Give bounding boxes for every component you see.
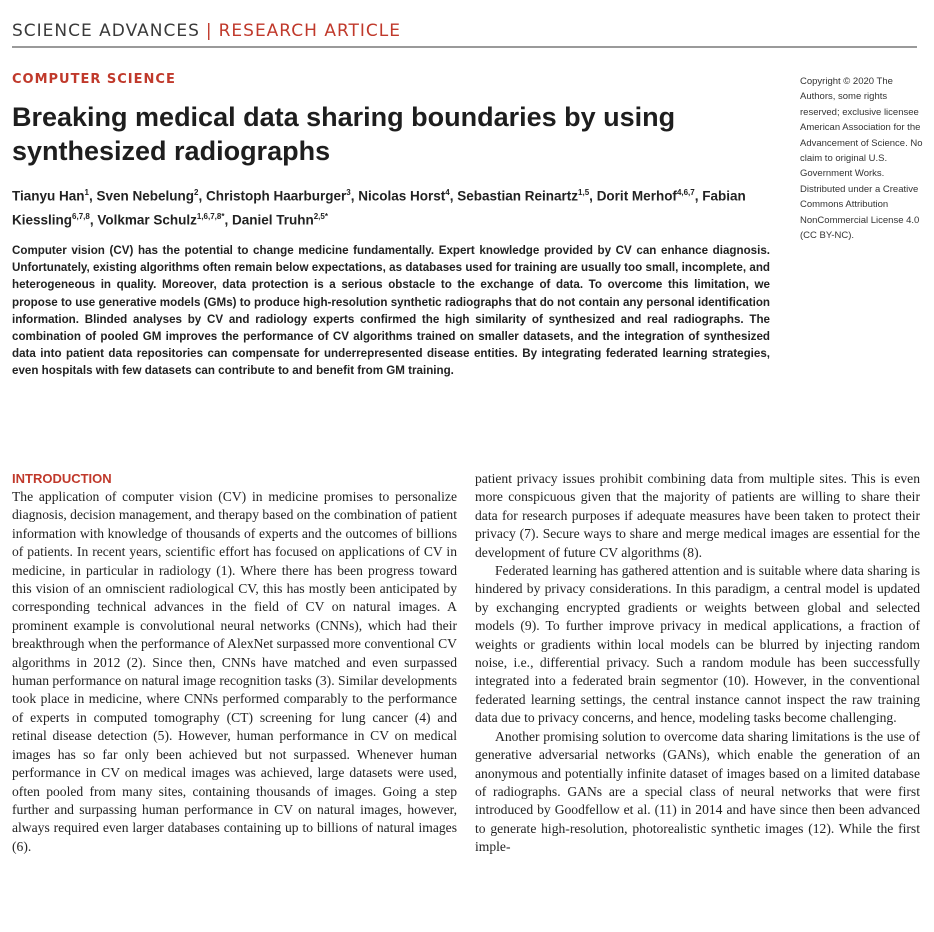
body-column-left (12, 470, 457, 856)
abstract: Computer vision (CV) has the potential to change medicine fundamentally. Expert knowledge provided by CV can enhance diagnosis. Unfortunately, existing algorithms often remain below expectations, as databases used for training are usually too small, incomplete, and heterogeneous in quality. Moreover, data protection is a serious obstacle to the exchange of data. To overcome this limitation, we propose to use generative models (GMs) to produce high-resolution synthetic radiographs that do not contain any personal identification information. Blinded analyses by CV and radiology experts confirmed the high similarity of synthesized and real radiographs. The combination of pooled GM improves the performance of CV algorithms trained on smaller datasets, and the integration of synthesized data into patient data repositories can compensate for underrepresented disease entities. By integrating federated learning strategies, even hospitals with few datasets can contribute to and benefit from GM training. (12, 244, 770, 378)
journal-name: SCIENCE ADVANCES (12, 21, 200, 41)
copyright-notice: Copyright © 2020 The Authors, some rights reserved; exclusive licensee American Association for the Advancement of Science. No claim to original U.S. Government Works. Distributed under a Creative Commons Attribution NonCommercial License 4.0 (CC BY-NC). (800, 76, 923, 242)
author-affiliation: 1,6,7,8* (196, 211, 225, 221)
author-affiliation: 2 (194, 188, 199, 197)
author-list: Tianyu Han$^1$, Sven Nebelung$^2$, Christoph Haarburger$^3$, Nicolas Horst$^4$, Sebastian Reinartz$^{1,5}$, Dorit Merhof$^{4,6,7}$, Fabian Kiessling$^{6,7,8}$, Volkmar Schulz$^{1,6,7,8*}$, Daniel Truhn$^{2,5*}$ (12, 188, 746, 227)
author-affiliation: 4,6,7 (676, 188, 695, 197)
body-column-right (475, 470, 920, 857)
author-name: Sebastian Reinartz (457, 188, 579, 204)
author-affiliation: 2,5* (313, 211, 328, 221)
article-type: RESEARCH ARTICLE (218, 21, 402, 41)
author-name: Dorit Merhof (596, 188, 677, 204)
header-divider (12, 46, 917, 48)
author-name: Christoph Haarburger (206, 188, 347, 204)
body-paragraph: Federated learning has gathered attention and is suitable where data sharing is hindered by privacy considerations. In this paradigm, a central model is updated by exchanging encrypted gradients or weights between global and selected models (9). To further improve privacy in medical applications, a fraction of weights or gradients within local models can be blurred by injecting random noise, i.e., differential privacy. Such a random module has been successfully integrated into a federated brain segmentor (10). However, in the conventional federated learning settings, the central instance cannot inspect the raw training data due to privacy concerns, and hence, modeling tasks become challenging. (475, 563, 920, 726)
body-paragraph: Another promising solution to overcome data sharing limitations is the use of generative adversarial networks (GANs), which enable the generation of an anonymous and potentially infinite dataset of images based on a limited database of radiographs. GANs are a special class of neural networks that were first introduced by Goodfellow et al. (11) in 2014 and have since then been advanced to generate high-resolution, photorealistic synthetic images (12). While the first imple- (475, 728, 920, 855)
header-separator: | (205, 21, 213, 41)
journal-header (12, 20, 916, 42)
introduction-heading: INTRODUCTION (12, 471, 112, 486)
author-name: Tianyu Han (12, 188, 85, 204)
body-paragraph: The application of computer vision (CV) in medicine promises to personalize diagnosis, decision management, and therapy based on the combination of patient information with knowledge of thousands of experts and the outcomes of billions of patients. In recent years, scientific effort has focused on applications of CV in medicine, in particular in radiology (1). Where there has been progress toward this vision of an omniscient radiological CV, this has mostly been anticipated by corresponding technical advances in the field of CV on natural images. A prominent example is convolutional neural networks (CNNs), which had their breakthrough when the performance of AlexNet surpassed more conventional CV algorithms in 2012 (2). Since then, CNNs have matched and even surpassed human performance on natural image recognition tasks (3). Similar developments took place in medicine, where CNNs performed comparably to the performance of experts in computed tomography (CT) screening for lung cancer (4) and retinal disease detection (5). However, human performance in CV on medical images has so far only been achieved but not surpassed. Whenever human performance in CV on medical images was achieved, large datasets were used, often pooled from many sites, containing thousands of images. Going a step further and surpassing human performance in CV on natural images, however, always required even larger databases containing up to billions of natural images (6). (12, 489, 457, 854)
author-name: Nicolas Horst (358, 188, 446, 204)
body-paragraph: patient privacy issues prohibit combining data from multiple sites. This is even more conspicuous given that the majority of patients are willing to share their data for research purposes if adequate measures have been taken to protect their privacy (7). Secure ways to share and merge medical images are essential for the development of future CV algorithms (8). (475, 471, 920, 560)
author-name: Sven Nebelung (96, 188, 195, 204)
section-label: COMPUTER SCIENCE (12, 72, 176, 87)
author-name: Daniel Truhn (231, 212, 314, 227)
author-affiliation: 6,7,8 (72, 211, 90, 221)
author-name: Fabian Kiessling (12, 188, 746, 227)
author-affiliation: 1 (84, 188, 89, 197)
author-affiliation: 3 (346, 188, 351, 197)
article-title: Breaking medical data sharing boundaries by using synthesized radiographs (12, 102, 676, 166)
author-affiliation: 1,5 (578, 188, 590, 197)
author-affiliation: 4 (445, 188, 450, 197)
author-name: Volkmar Schulz (97, 212, 197, 227)
